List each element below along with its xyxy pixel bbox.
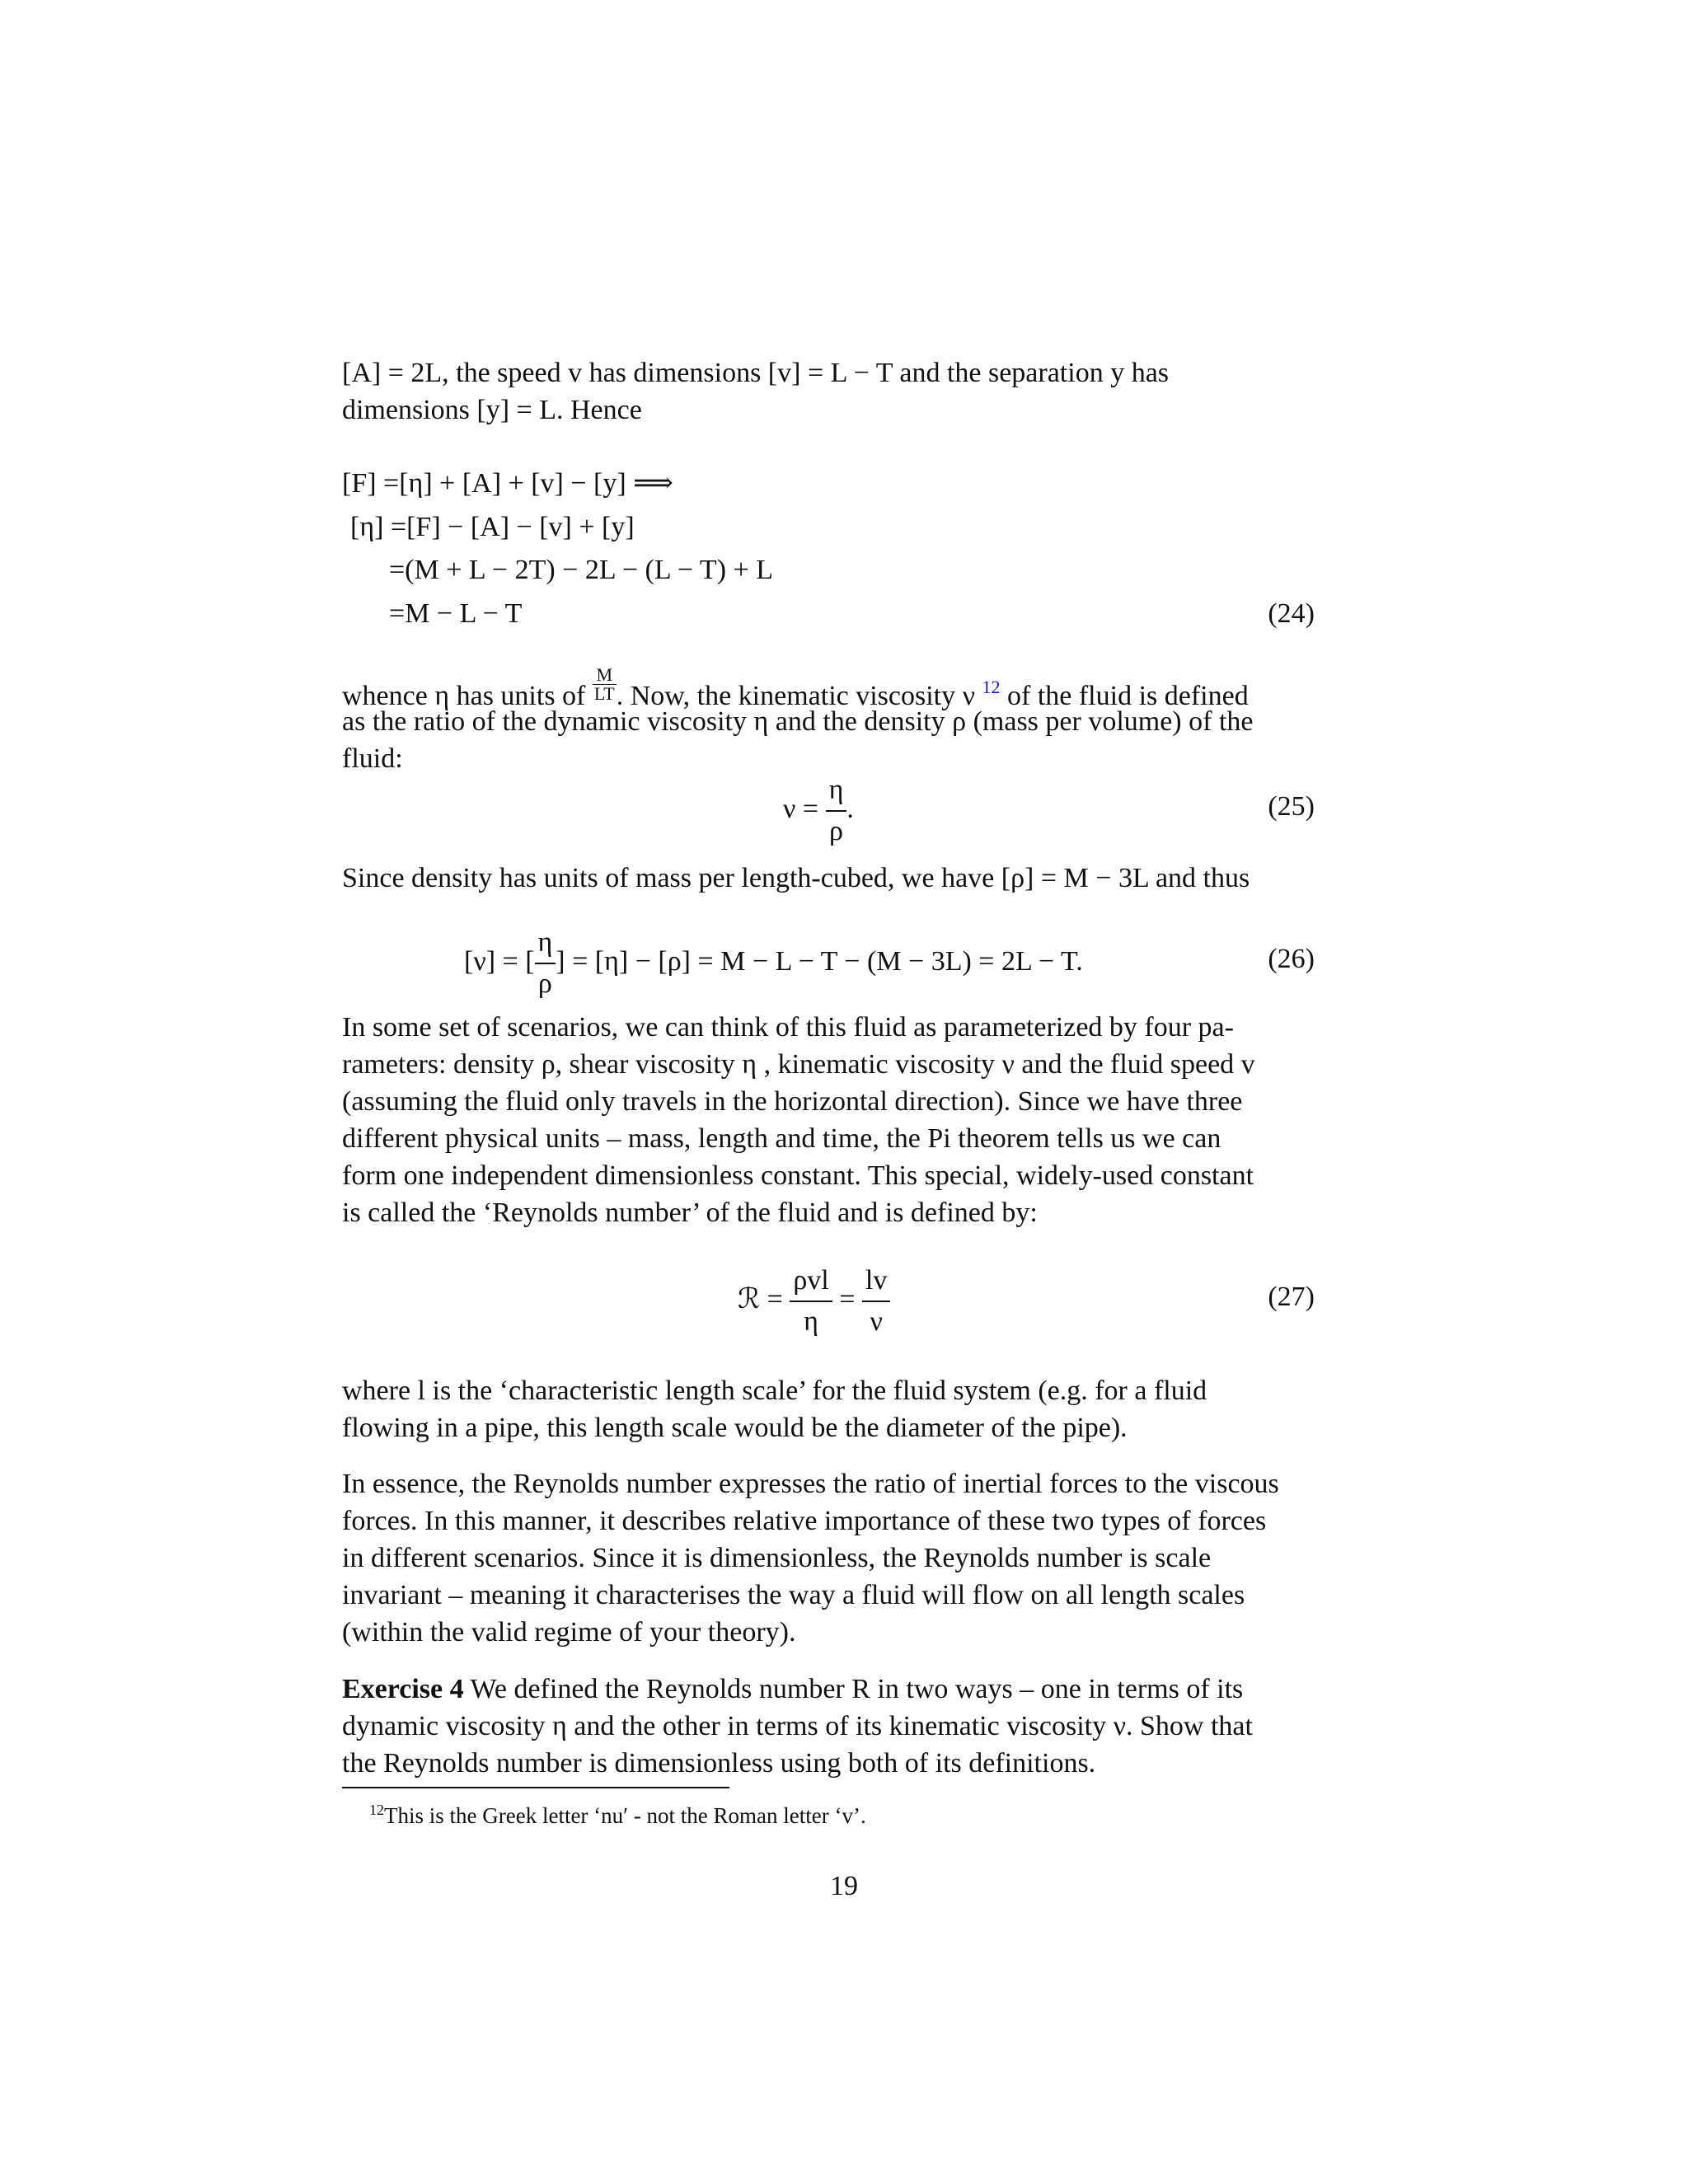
scenarios-line-6: is called the ‘Reynolds number’ of the fluid and is defined by:: [342, 1197, 1038, 1228]
footnote-text: This is the Greek letter ‘nu′ - not the Roman letter ‘v’.: [384, 1803, 866, 1828]
footnote-12: [369, 1795, 866, 1830]
essence-line-5: (within the valid regime of your theory).: [342, 1617, 796, 1647]
essence-line-3: in different scenarios. Since it is dimensionless, the Reynolds number is scale: [342, 1543, 1212, 1573]
intro-line-1: [A] = 2L, the speed v has dimensions [v] = L − T and the separation y has: [342, 358, 1170, 388]
eq25-number: (25): [1268, 791, 1315, 822]
scenarios-line-3: (assuming the fluid only travels in the horizontal direction). Since we have three: [342, 1086, 1243, 1117]
eq26-den: ρ: [537, 968, 552, 999]
eq27-den2: ν: [870, 1306, 883, 1337]
eq27-num2: lv: [862, 1261, 890, 1302]
eq27-num1: ρvl: [790, 1261, 832, 1302]
exercise-line-3: the Reynolds number is dimensionless using both of its definitions.: [342, 1748, 1096, 1779]
whence-pre: whence η has units of: [342, 681, 586, 711]
eq25-lhs: ν =: [783, 793, 819, 824]
eq27-eq: =: [839, 1283, 856, 1315]
intro-line-2: dimensions [y] = L. Hence: [342, 395, 642, 425]
whence-post: . Now, the kinematic viscosity ν: [616, 681, 975, 711]
whence-line-3: fluid:: [342, 743, 403, 774]
equation-27: [738, 1261, 890, 1342]
equation-26: [464, 923, 1083, 1004]
eq24-row-1: [F] =[η] + [A] + [v] − [y] ⟹: [342, 468, 673, 499]
eq27-number: (27): [1268, 1282, 1315, 1312]
whence-post2: of the fluid is defined: [1007, 681, 1249, 711]
eq24-row-4: =M − L − T: [389, 598, 523, 629]
exercise-line-2: dynamic viscosity η and the other in terms of its kinematic viscosity ν. Show that: [342, 1711, 1253, 1741]
exercise-line-1: [342, 1671, 1315, 1708]
essence-line-1: In essence, the Reynolds number expresses the ratio of inertial forces to the viscous: [342, 1469, 1279, 1499]
eq27-fraction-2: [862, 1261, 890, 1342]
units-fraction-den: LT: [593, 683, 615, 704]
eq24-row-2: [η] =[F] − [A] − [v] + [y]: [350, 512, 635, 542]
eq25-num: η: [826, 771, 847, 812]
density-line: Since density has units of mass per length-cubed, we have [ρ] = M − 3L and thus: [342, 863, 1250, 893]
eq25-tail: .: [846, 793, 854, 824]
essence-line-4: invariant – meaning it characterises the way a fluid will flow on all length scales: [342, 1580, 1245, 1610]
eq26-num: η: [535, 923, 556, 964]
eq26-fraction: [535, 923, 556, 1004]
footnote-mark: 12: [369, 1802, 384, 1818]
eq24-number: (24): [1268, 598, 1315, 629]
footnote-ref-12[interactable]: 12: [982, 677, 1001, 697]
eq27-lhs: ℛ =: [738, 1283, 783, 1315]
units-fraction: [593, 666, 617, 703]
where-line-1: where l is the ‘characteristic length scale’ for the fluid system (e.g. for a fluid: [342, 1376, 1207, 1406]
eq25-fraction: [826, 771, 847, 851]
eq26-lhs: [ν] = [: [464, 945, 535, 977]
whence-line-2: as the ratio of the dynamic viscosity η and the density ρ (mass per volume) of the: [342, 706, 1254, 737]
eq24-row-3: =(M + L − 2T) − 2L − (L − T) + L: [389, 555, 773, 585]
exercise-text-1: We defined the Reynolds number R in two ways – one in terms of its: [470, 1674, 1244, 1704]
eq26-rhs: ] = [η] − [ρ] = M − L − T − (M − 3L) = 2L − T.: [556, 945, 1083, 977]
equation-25: [783, 771, 854, 851]
essence-line-2: forces. In this manner, it describes relative importance of these two types of forces: [342, 1506, 1267, 1536]
page-number: 19: [830, 1871, 858, 1901]
where-line-2: flowing in a pipe, this length scale would be the diameter of the pipe).: [342, 1413, 1128, 1443]
eq25-den: ρ: [828, 816, 843, 846]
units-fraction-num: M: [593, 666, 617, 685]
scenarios-line-1: In some set of scenarios, we can think of this fluid as parameterized by four pa-: [342, 1012, 1234, 1043]
exercise-label: Exercise 4: [342, 1674, 464, 1704]
scenarios-line-5: form one independent dimensionless constant. This special, widely-used constant: [342, 1160, 1254, 1191]
eq27-fraction-1: [790, 1261, 832, 1342]
eq26-number: (26): [1268, 944, 1315, 974]
footnote-rule: [342, 1787, 729, 1788]
eq27-den1: η: [804, 1306, 818, 1337]
scenarios-line-4: different physical units – mass, length and time, the Pi theorem tells us we can: [342, 1123, 1221, 1154]
scenarios-line-2: rameters: density ρ, shear viscosity η , kinematic viscosity ν and the fluid speed v: [342, 1049, 1255, 1080]
